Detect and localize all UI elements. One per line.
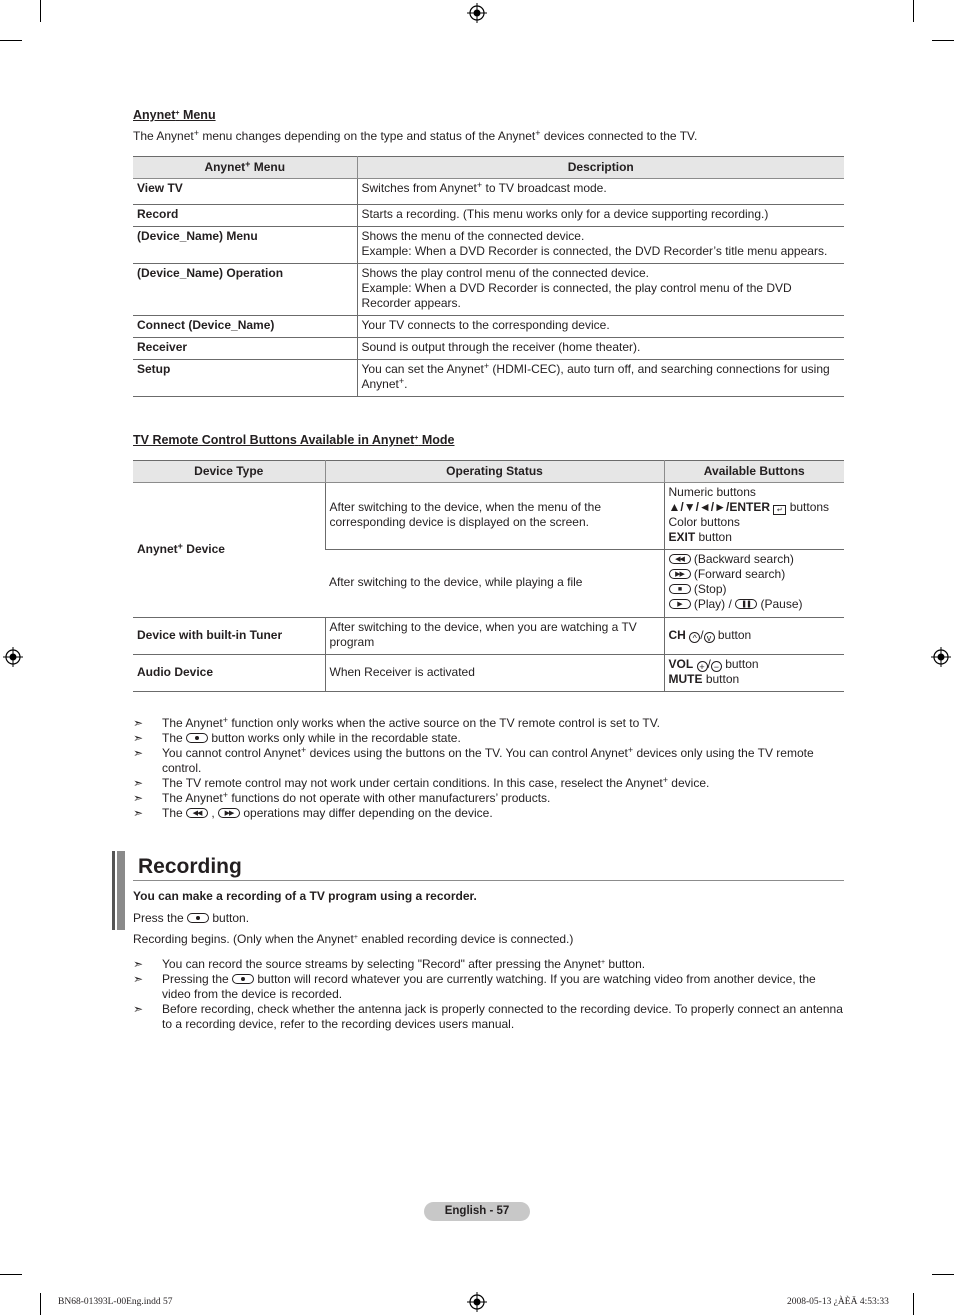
description-cell: Switches from Anynet+ to TV broadcast mode. [357, 179, 844, 205]
menu-cell: Record [133, 205, 357, 227]
registration-mark-icon [467, 3, 487, 23]
description-cell: Your TV connects to the corresponding device. [357, 316, 844, 338]
channel-up-icon: ^ [689, 632, 700, 643]
crop-mark [913, 0, 914, 22]
record-icon [186, 733, 208, 743]
description-cell: You can set the Anynet+ (HDMI-CEC), auto turn off, and searching connections for using Anynet+. [357, 360, 844, 397]
list-item: ➣ The button works only while in the recordable state. [133, 731, 461, 745]
list-item: ➣ You can record the source streams by selecting "Record" after pressing the Anynet+ button. [133, 957, 646, 971]
recording-begins: Recording begins. (Only when the Anynet+ enabled recording device is connected.) [133, 932, 574, 946]
crop-mark [0, 40, 22, 41]
column-header-menu: Anynet+ Menu [133, 157, 357, 179]
enter-icon: ↵ [773, 505, 786, 515]
note-arrow-icon: ➣ [133, 957, 144, 971]
menu-cell: (Device_Name) Operation [133, 264, 357, 316]
list-item: ➣ The ◀◀ , ▶▶ operations may differ depending on the device. [133, 806, 493, 820]
available-buttons-cell: VOL + / − button MUTE button [664, 655, 844, 692]
crop-mark [40, 1293, 41, 1315]
menu-cell: Receiver [133, 338, 357, 360]
device-type-cell: Anynet+ Device [133, 483, 325, 618]
table-row [133, 227, 844, 264]
recording-title: Recording [133, 855, 844, 881]
list-item: ➣ You cannot control Anynet+ devices using the buttons on the TV. You can control Anynet+ devices only using the TV remote control. [133, 745, 814, 775]
list-item: ➣ The Anynet+ function only works when the active source on the TV remote control is set to TV. [133, 715, 660, 730]
volume-up-icon: + [697, 661, 708, 672]
page-content [133, 108, 844, 1032]
backward-search-icon: ◀◀ [669, 554, 691, 564]
table-row [133, 360, 844, 397]
registration-mark-icon [931, 647, 951, 667]
description-cell: Sound is output through the receiver (home theater). [357, 338, 844, 360]
section-title-anynet-menu: Anynet+ Menu [133, 108, 216, 122]
list-item: ➣ Before recording, check whether the antenna jack is properly connected to the recording device. To properly connect an antenna to a recording device, refer to the recording devices users manual. [133, 1002, 843, 1031]
note-arrow-icon: ➣ [133, 806, 144, 820]
table-row [133, 483, 844, 550]
note-arrow-icon: ➣ [133, 1002, 144, 1016]
operating-status-cell: After switching to the device, when you are watching a TV program [325, 618, 664, 655]
operating-status-cell: After switching to the device, when the menu of the corresponding device is displayed on the screen. [325, 483, 664, 550]
column-header-available-buttons: Available Buttons [664, 461, 844, 483]
recording-section [133, 855, 844, 1032]
date-slug: 2008-05-13 ¿ÀÈÄ 4:53:33 [787, 1297, 889, 1307]
note-arrow-icon: ➣ [133, 746, 144, 760]
table-row [133, 338, 844, 360]
table-header-row [133, 157, 844, 179]
list-item: ➣ Pressing the button will record whatever you are currently watching. If you are watching video from another device, the video from the device is recorded. [133, 972, 816, 1001]
section-intro: The Anynet+ menu changes depending on the type and status of the Anynet+ devices connected to the TV. [133, 128, 698, 143]
note-arrow-icon: ➣ [133, 731, 144, 745]
record-icon [187, 913, 209, 923]
table-row [133, 655, 844, 692]
note-arrow-icon: ➣ [133, 791, 144, 805]
table-row [133, 264, 844, 316]
device-type-cell: Audio Device [133, 655, 325, 692]
file-slug: BN68-01393L-00Eng.indd 57 [58, 1297, 173, 1307]
registration-mark-icon [467, 1292, 487, 1312]
volume-down-icon: − [711, 661, 722, 672]
note-arrow-icon: ➣ [133, 776, 144, 790]
recording-notes-list [133, 957, 844, 1032]
available-buttons-cell: CH ^ / v button [664, 618, 844, 655]
menu-cell: (Device_Name) Menu [133, 227, 357, 264]
play-icon: ▶ [669, 599, 691, 609]
note-arrow-icon: ➣ [133, 972, 144, 986]
record-icon [232, 974, 254, 984]
recording-press: Press the button. [133, 911, 250, 925]
forward-search-icon: ▶▶ [669, 569, 691, 579]
column-header-operating-status: Operating Status [325, 461, 664, 483]
table-header-row [133, 461, 844, 483]
description-cell: Starts a recording. (This menu works only for a device supporting recording.) [357, 205, 844, 227]
stop-icon: ■ [669, 584, 691, 594]
section-bar [112, 851, 126, 930]
device-type-cell: Device with built-in Tuner [133, 618, 325, 655]
remote-buttons-table [133, 460, 844, 692]
list-item: ➣ The TV remote control may not work under certain conditions. In this case, reselect the Anynet+ device. [133, 775, 710, 790]
list-item: ➣ The Anynet+ functions do not operate with other manufacturers’ products. [133, 790, 551, 805]
pause-icon: ❚❚ [735, 599, 757, 609]
description-cell: Shows the play control menu of the connected device. Example: When a DVD Recorder is connected, the play control menu of the DVD Recorder appears. [357, 264, 844, 316]
operating-status-cell: After switching to the device, while playing a file [325, 550, 664, 618]
column-header-description: Description [357, 157, 844, 179]
table-row [133, 618, 844, 655]
crop-mark [0, 1274, 22, 1275]
notes-list [133, 716, 844, 821]
forward-search-icon: ▶▶ [218, 808, 240, 818]
section-title-remote-buttons: TV Remote Control Buttons Available in Anynet+ Mode [133, 433, 455, 447]
table-row [133, 316, 844, 338]
note-arrow-icon: ➣ [133, 716, 144, 730]
crop-mark [932, 1274, 954, 1275]
crop-mark [40, 0, 41, 22]
column-header-device-type: Device Type [133, 461, 325, 483]
crop-mark [913, 1293, 914, 1315]
page-number-badge: English - 57 [424, 1202, 530, 1221]
menu-cell: View TV [133, 179, 357, 205]
channel-down-icon: v [704, 632, 715, 643]
available-buttons-cell: ◀◀ (Backward search) ▶▶ (Forward search) ■ (Stop) ▶ (Play) / ❚❚ (Pause) [664, 550, 844, 618]
backward-search-icon: ◀◀ [186, 808, 208, 818]
recording-lead: You can make a recording of a TV program using a recorder. [133, 889, 477, 903]
available-buttons-cell: Numeric buttons ▲/▼/◄/►/ENTER ↵ buttons Color buttons EXIT button [664, 483, 844, 550]
operating-status-cell: When Receiver is activated [325, 655, 664, 692]
anynet-menu-table [133, 156, 844, 397]
menu-cell: Setup [133, 360, 357, 397]
table-row [133, 205, 844, 227]
crop-mark [932, 40, 954, 41]
registration-mark-icon [3, 647, 23, 667]
description-cell: Shows the menu of the connected device. Example: When a DVD Recorder is connected, the DVD Recorder’s title menu appears. [357, 227, 844, 264]
table-row [133, 179, 844, 205]
menu-cell: Connect (Device_Name) [133, 316, 357, 338]
